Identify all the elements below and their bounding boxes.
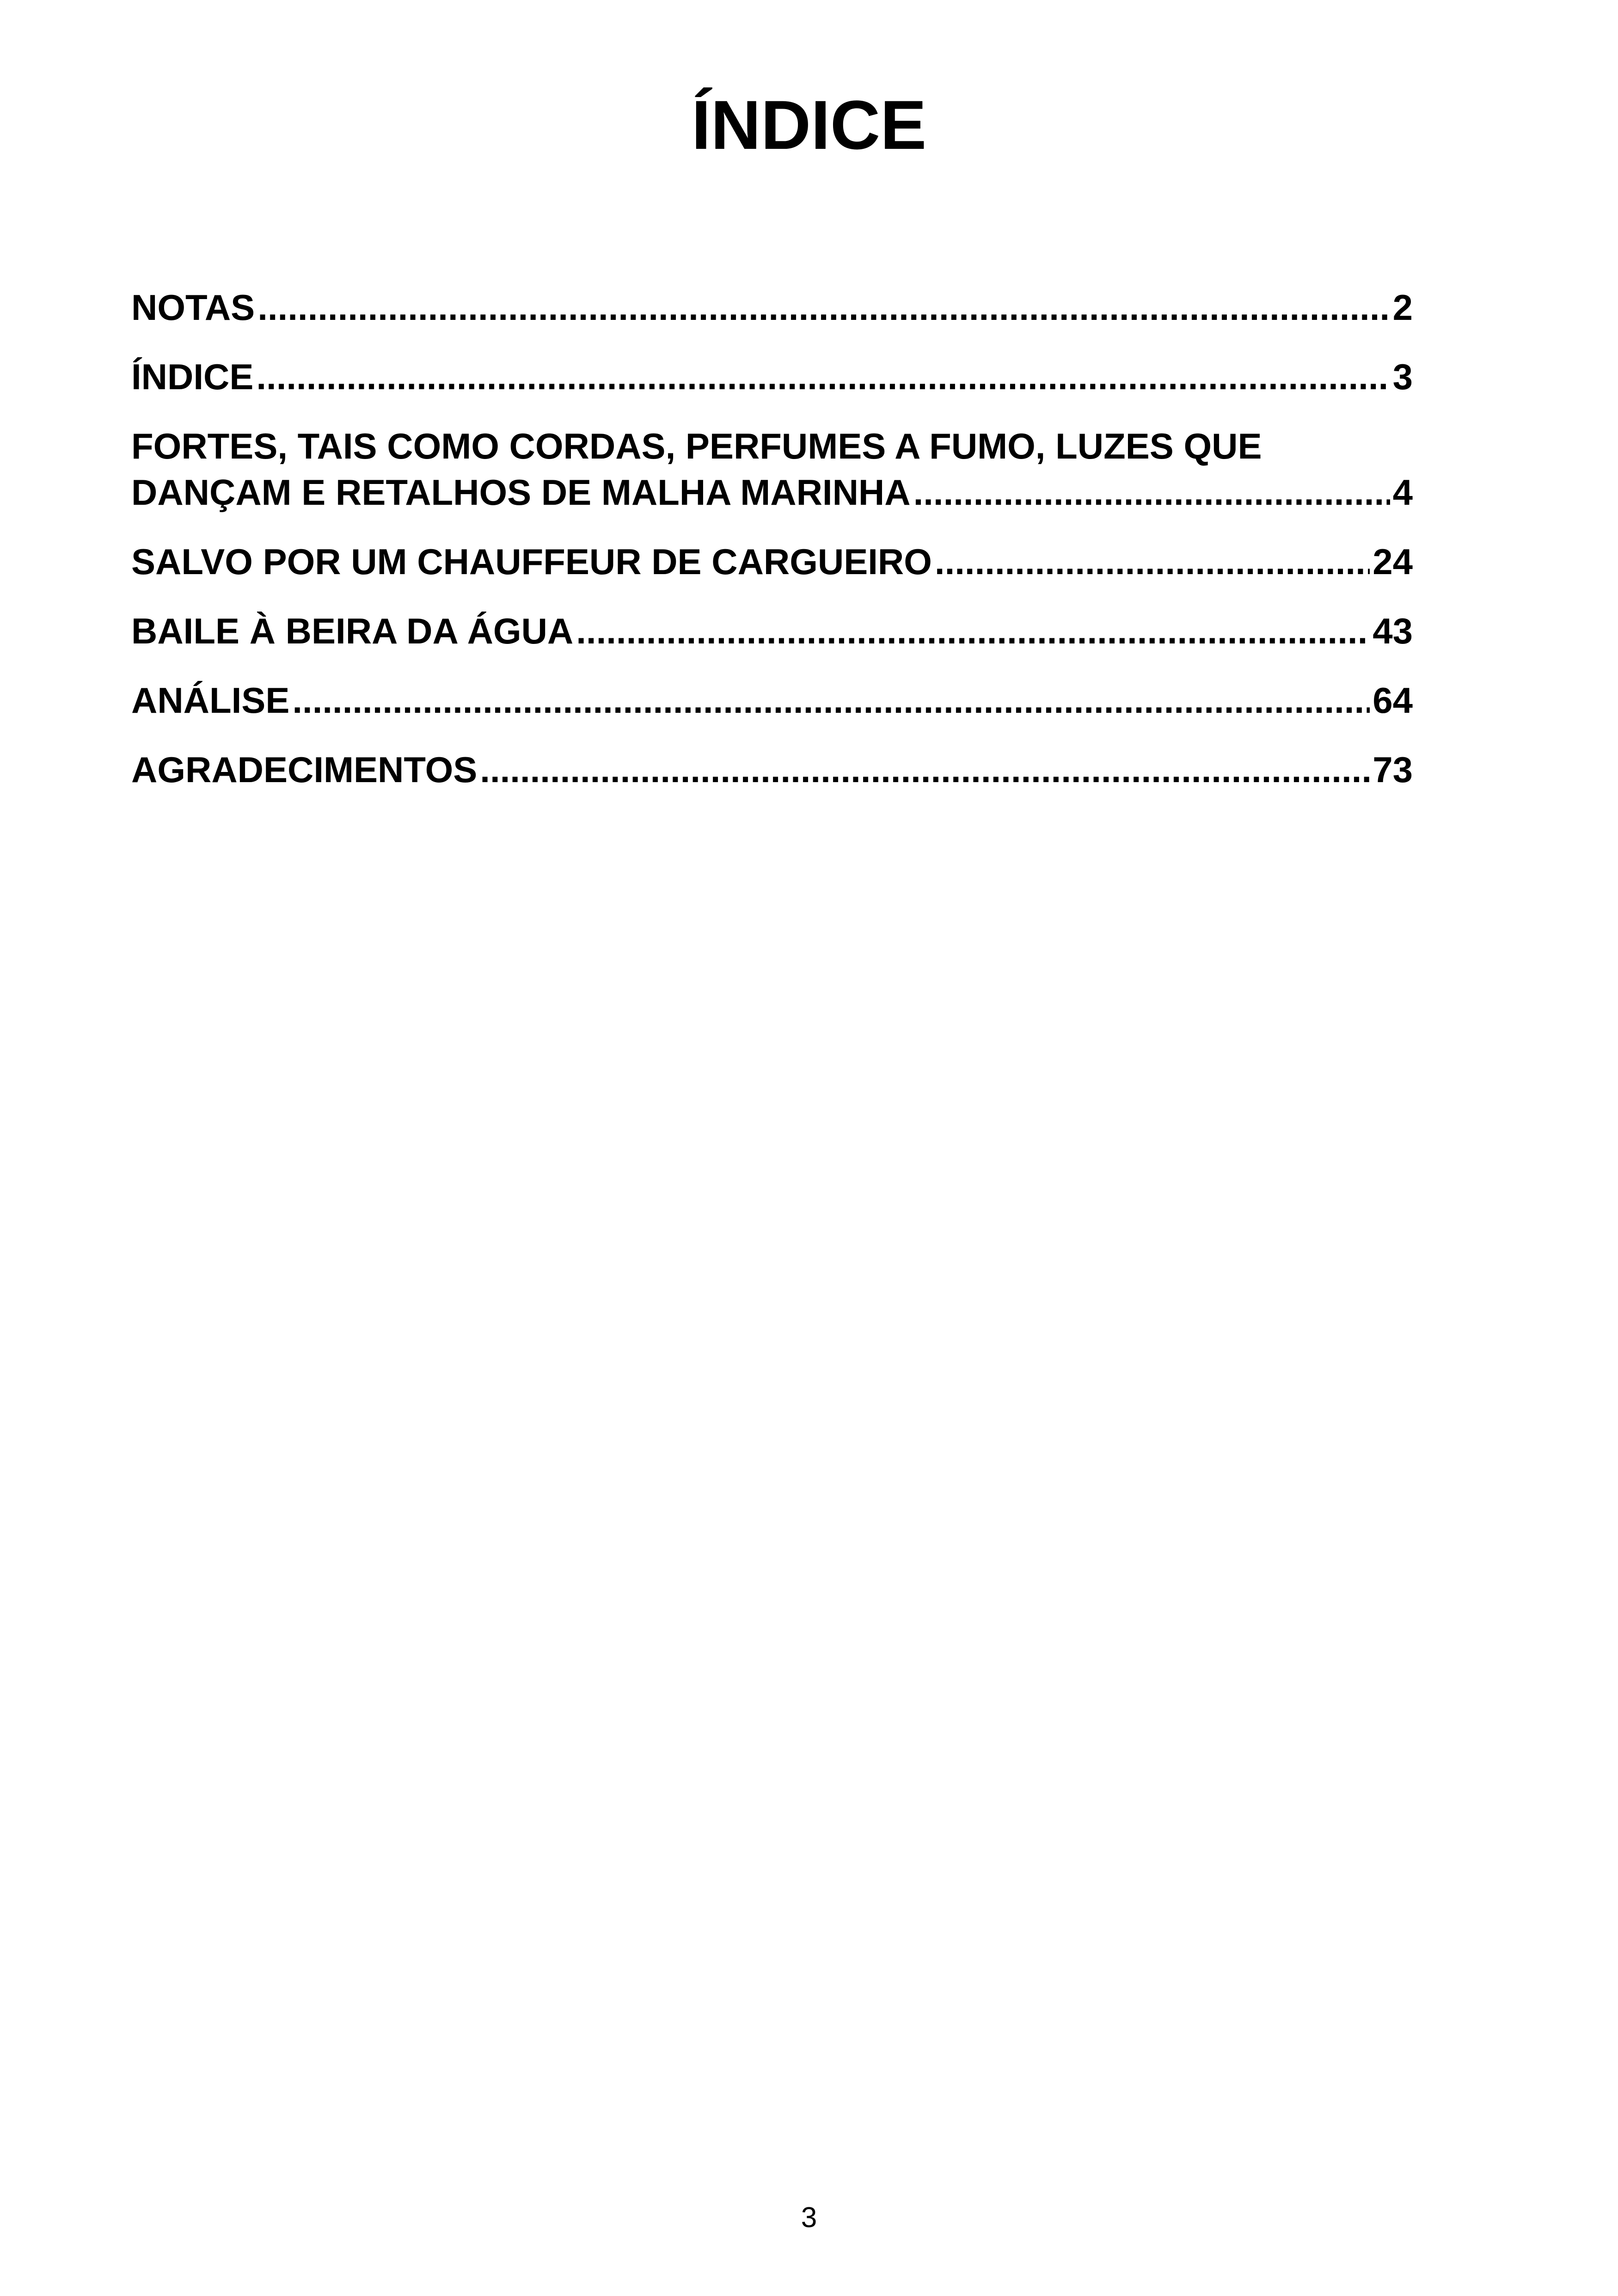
toc-entry-salvo[interactable] <box>131 539 1413 585</box>
toc-entry-agradecimentos[interactable] <box>131 747 1413 793</box>
toc-entry-page: 24 <box>1373 541 1413 582</box>
dot-leader <box>935 539 1370 585</box>
toc-entry-title: SALVO POR UM CHAUFFEUR DE CARGUEIRO <box>131 541 932 582</box>
toc-entry-line <box>131 469 1413 515</box>
toc-entry-title: BAILE À BEIRA DA ÁGUA <box>131 611 574 651</box>
toc-entry-title: ANÁLISE <box>131 680 290 721</box>
toc-entry-baile[interactable] <box>131 608 1413 654</box>
toc-entry-fortes[interactable] <box>131 423 1413 515</box>
toc-entry-title: AGRADECIMENTOS <box>131 749 478 790</box>
dot-leader <box>257 284 1390 331</box>
dot-leader <box>576 608 1370 654</box>
toc-entry-analise[interactable] <box>131 677 1413 723</box>
dot-leader <box>256 354 1390 400</box>
toc-entry-line <box>131 747 1413 793</box>
toc-entry-page: 64 <box>1373 680 1413 721</box>
dot-leader <box>913 469 1390 515</box>
dot-leader <box>480 747 1370 793</box>
toc-entry-line <box>131 354 1413 400</box>
toc-entry-line <box>131 284 1413 331</box>
toc-entry-page: 3 <box>1392 356 1413 397</box>
toc-entry-title: ÍNDICE <box>131 356 254 397</box>
toc-entry-page: 43 <box>1373 611 1413 651</box>
toc-entry-line <box>131 608 1413 654</box>
toc-entry-title: NOTAS <box>131 287 255 328</box>
page-title: ÍNDICE <box>691 86 927 164</box>
toc-entry-indice[interactable] <box>131 354 1413 400</box>
toc-entry-title-line-1: FORTES, TAIS COMO CORDAS, PERFUMES A FUMO, LUZES QUE <box>131 426 1262 466</box>
toc-entry-line <box>131 539 1413 585</box>
dot-leader <box>292 677 1370 723</box>
toc-entry-notas[interactable] <box>131 284 1413 331</box>
toc-entry-line <box>131 677 1413 723</box>
page-number: 3 <box>801 2202 817 2234</box>
toc-entry-title-line-2: DANÇAM E RETALHOS DE MALHA MARINHA <box>131 472 911 513</box>
toc-entry-page: 4 <box>1392 472 1413 513</box>
toc-entry-page: 2 <box>1392 287 1413 328</box>
table-of-contents <box>131 284 1413 816</box>
toc-entry-page: 73 <box>1373 749 1413 790</box>
